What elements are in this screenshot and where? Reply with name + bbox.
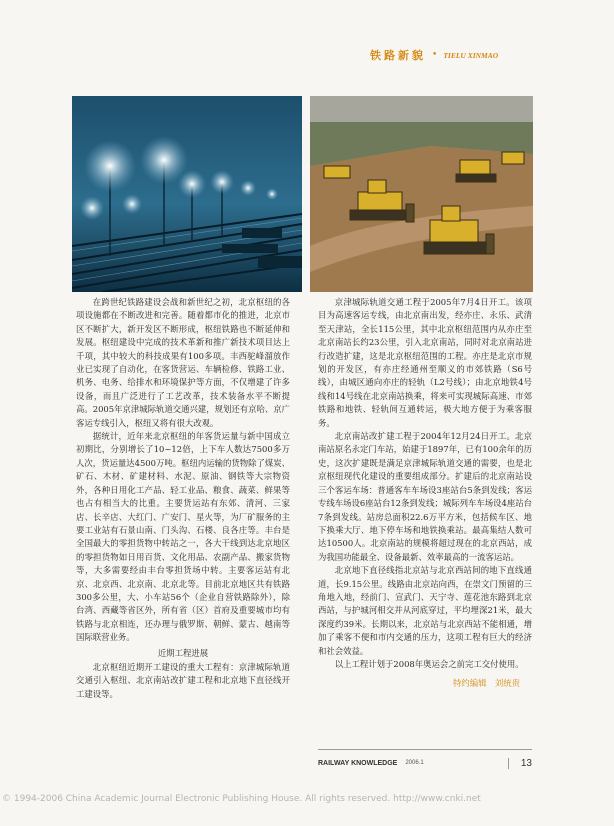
section-header bbox=[370, 46, 596, 64]
construction-site-photo bbox=[310, 96, 533, 292]
right-paragraph-1: 京津城际轨道交通工程于2005年7月4日开工。该项目为高速客运专线，由北京南出发，经亦庄、永乐、武清至天津站，全长115公里，其中北京枢纽范围内从亦庄至北京南站长约23公里，引入北京南站，同时对北京南站进行改造扩建，这是北京枢纽范围的工程。亦庄是北京市规划的开发区，有亦庄经通州至顺义的市郊铁路（S6号线），由城区通向亦庄的轻轨（L2号线）；由北京地铁4号线和14号线在北京南站换乘，将来可实现城际高速、市郊铁路和地铁、轻轨间互通转运，极大地方便于为乘客服务。 bbox=[318, 297, 532, 428]
article-left-column bbox=[76, 296, 290, 701]
page-number: 13 bbox=[508, 758, 532, 769]
section-separator: • bbox=[432, 50, 438, 60]
left-closing-paragraph: 北京枢纽近期开工建设的重大工程有：京津城际轨道交通引入枢纽、北京南站改扩建工程和北京地下直径线开工建设等。 bbox=[76, 661, 290, 699]
right-paragraph-4: 以上工程计划于2008年奥运会之前完工交付使用。 bbox=[334, 658, 524, 669]
left-paragraph-2: 据统计，近年来北京枢纽的年客货运量与新中国成立初期比，分别增长了10~12倍，上下车人数达7500多万人次，货运量达4500万吨。枢纽内运输的货物除了煤炭、矿石、木材、矿建材料、水泥、原油、钢铁等大宗物资外，各种日用化工产品、轻工业品、粮食、蔬菜、鲜果等也占有相当大的比重。主要货运站有东郊、清河、三家店、长辛店、大红门、广安门、星火等，为厂矿服务的主要工业站有石景山南、门头沟、石楼、良各庄等。丰台是全国最大的零担货物中转站之一，各大干线到达北京地区的零担货物如日用百货、文化用品、农副产品、搬家货物等，大多需要经由丰台零担货场中转。主要客运站有北京、北京西、北京南、北京北等。目前北京地区共有铁路300多公里，大、小车站56个（企业自营铁路除外），除台湾、西藏等省区外，所有省（区）首府及重要城市均有铁路与北京相连，还办理与俄罗斯、朝鲜、蒙古、越南等国际联营业务。 bbox=[76, 431, 290, 643]
right-paragraph-2: 北京南站改扩建工程于2004年12月24日开工。北京南站原名永定门车站，始建于1897年，已有100余年的历史，这次扩建既是满足京津城际轨道交通的需要，也是北京枢纽现代化建设的重要组成部分。扩建后的北京南站设三个客运车场：普通客车车场设3座站台5条到发线；客运专线车场设6座站台12条到发线；城际列车车场设4座站台7条到发线。站房总面积22.6万平方米，包括候车区、地下换乘大厅、地下停车场和地铁换乘站。最高集结人数可达10500人。北京南站的规模将超过现在的北京西站，成为我国功能最全、设备最新、效率最高的一流客运站。 bbox=[318, 431, 532, 562]
left-paragraph-1: 在跨世纪铁路建设会战和新世纪之初，北京枢纽的各项设施都在不断改进和完善。随着都市化的推进，北京市区不断扩大，新开发区不断形成，枢纽铁路也不断延伸和发展。枢纽建设中完成的技术革新和推广新技术项目达上千项，其中较大的科技成果有100多项。丰西驼峰溜放作业已实现了自动化，在客货营运、车辆检修、铁路工业、机务、电务、给排水和环境保护等方面，不仅增建了许多设备，而且广泛进行了工艺改革，技术装备水平不断提高。2005年京津城际轨道交通兴建，规划还有京哈、京广客运专线引入，枢纽又将有很大改观。 bbox=[76, 297, 290, 428]
night-rail-yard-photo bbox=[72, 96, 302, 292]
journal-name: RAILWAY KNOWLEDGE bbox=[318, 759, 398, 767]
right-paragraph-3: 北京地下直径线指北京站与北京西站间的地下直线通道，长9.15公里。线路由北京站向西，在崇文门预留的三角地入地，经前门、宣武门、天宁寺、莲花池东路到北京西站，与护城河相交并从河底穿过，平均埋深21米，最大深度约39米。长期以来，北京站与北京西站不能相通，增加了乘客不便和市内交通的压力，这项工程有巨大的经济和社会效益。 bbox=[318, 565, 532, 656]
article-right-column bbox=[318, 296, 532, 691]
page-footer bbox=[318, 749, 532, 776]
section-title-cn: 铁路新貌 bbox=[370, 49, 426, 62]
construction-bulldozers-icon bbox=[310, 96, 533, 292]
subheading: 近期工程进展 bbox=[157, 647, 209, 658]
night-rail-yard-icon bbox=[72, 96, 302, 292]
journal-issue: 2006.1 bbox=[405, 760, 424, 766]
copyright-notice: © 1994-2006 China Academic Journal Electronic Publishing House. All rights reserved. http://www.cnki.net bbox=[2, 794, 481, 804]
section-title-en: TIELU XINMAO bbox=[443, 50, 499, 60]
editor-signature: 特约编辑 刘统贵 bbox=[453, 678, 520, 689]
